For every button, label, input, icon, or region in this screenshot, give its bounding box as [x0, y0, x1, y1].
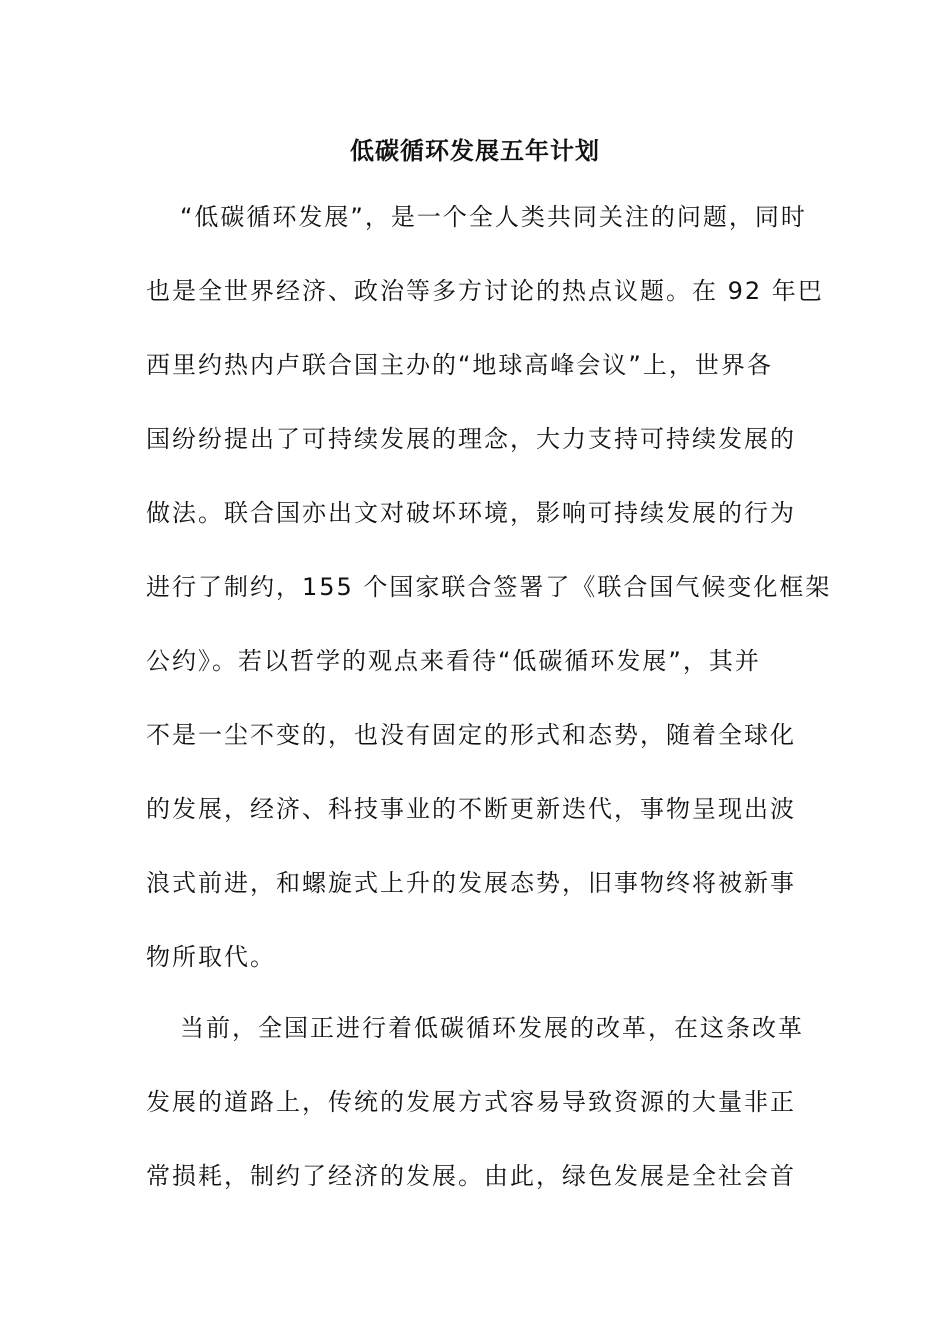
- paragraph-1-line-1: “低碳循环发展”，是一个全人类共同关注的问题，同时: [180, 203, 807, 231]
- paragraph-1-line-4: 国纷纷提出了可持续发展的理念，大力支持可持续发展的: [146, 425, 796, 453]
- paragraph-2-line-1: 当前，全国正进行着低碳循环发展的改革，在这条改革: [180, 1014, 804, 1042]
- document-title: 低碳循环发展五年计划: [350, 137, 600, 165]
- paragraph-1-line-9: 的发展，经济、科技事业的不断更新迭代，事物呈现出波: [146, 795, 796, 823]
- paragraph-2-line-2: 发展的道路上，传统的发展方式容易导致资源的大量非正: [146, 1088, 796, 1116]
- paragraph-1-line-6: 进行了制约，155 个国家联合签署了《联合国气候变化框架: [146, 573, 832, 601]
- paragraph-1-line-3: 西里约热内卢联合国主办的“地球高峰会议”上，世界各: [146, 351, 773, 379]
- paragraph-2-line-3: 常损耗，制约了经济的发展。由此，绿色发展是全社会首: [146, 1162, 796, 1190]
- paragraph-1-line-7: 公约》。若以哲学的观点来看待“低碳循环发展”，其并: [146, 647, 761, 675]
- paragraph-1-line-11: 物所取代。: [146, 943, 276, 971]
- paragraph-1-line-5: 做法。联合国亦出文对破坏环境，影响可持续发展的行为: [146, 499, 796, 527]
- paragraph-1-line-10: 浪式前进，和螺旋式上升的发展态势，旧事物终将被新事: [146, 869, 796, 897]
- paragraph-1-line-2: 也是全世界经济、政治等多方讨论的热点议题。在 92 年巴: [146, 277, 824, 305]
- paragraph-1-line-8: 不是一尘不变的，也没有固定的形式和态势，随着全球化: [146, 721, 796, 749]
